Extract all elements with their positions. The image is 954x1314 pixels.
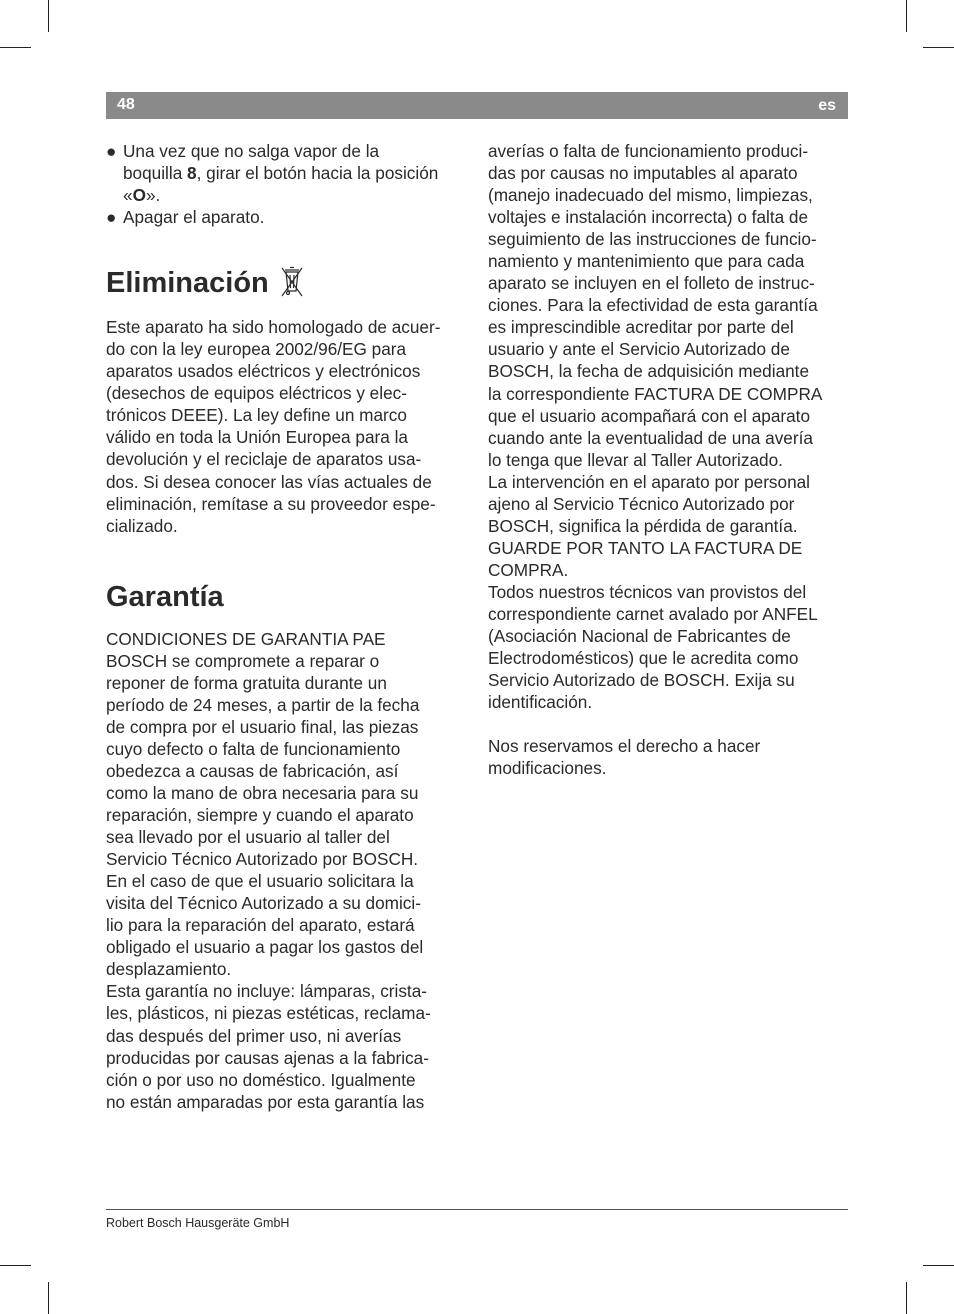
crop-mark xyxy=(923,1265,954,1266)
bullet-marker: ● xyxy=(106,141,117,161)
crossed-out-wheelie-bin-icon xyxy=(279,264,305,300)
footer-company: Robert Bosch Hausgeräte GmbH xyxy=(106,1216,290,1230)
crop-mark xyxy=(0,1265,31,1266)
section-heading-elimination: Eliminación xyxy=(106,264,468,300)
crop-mark xyxy=(48,0,49,32)
page-number: 48 xyxy=(117,96,135,113)
right-column xyxy=(488,140,850,779)
bullet-marker: ● xyxy=(106,207,117,228)
footer-divider xyxy=(106,1209,848,1210)
crop-mark xyxy=(906,0,907,32)
bullet-line: boquilla 8, girar el botón hacia la posición xyxy=(123,163,439,184)
closing-paragraph: Nos reservamos el derecho a hacer modificaciones. xyxy=(488,736,761,779)
crop-mark xyxy=(923,47,954,48)
bullet-line: Una vez que no salga vapor de la xyxy=(123,141,380,161)
crop-mark xyxy=(906,1282,907,1314)
off-position-symbol: O xyxy=(132,185,146,206)
section-heading-warranty: Garantía xyxy=(106,580,224,613)
warranty-paragraph: CONDICIONES DE GARANTIA PAE BOSCH se compromete a reparar o reponer de forma gratuita durante un período de 24 meses, a partir de la fecha de compra por el usuario final, las piezas cuyo defecto o falta de funcionamiento obedezca a causas de fabricación, así como la mano de obra necesaria para su reparación, siempre y cuando el aparato sea llevado por el usuario al taller del Servicio Técnico Autorizado por BOSCH. En el caso de que el usuario solicitara la visita del Técnico Autorizado a su domici- lio para la reparación del aparato, estará obligado el usuario a pagar los gastos del desplazamiento. Esta garantía no incluye: lámparas, crista- les, plásticos, ni piezas estéticas, reclama- das después del primer uso, ni averías producidas por causas ajenas a la fabrica- ción o por uso no doméstico. Igualmente no están amparadas por esta garantía las xyxy=(106,628,431,1112)
bullet-item xyxy=(106,140,468,206)
left-column xyxy=(106,140,468,1113)
language-code: es xyxy=(818,97,836,114)
paragraph-gap xyxy=(488,713,850,735)
bullet-line: Apagar el aparato. xyxy=(123,207,265,228)
part-number: 8 xyxy=(187,163,197,184)
bullet-line: «O». xyxy=(123,185,161,206)
bullet-item xyxy=(106,206,468,228)
warranty-paragraph-continued: averías o falta de funcionamiento produci- das por causas no imputables al aparato (manejo inadecuado del mismo, limpiezas, voltajes e instalación incorrecta) o falta de seguimiento de las instrucciones de funcio- namiento y mantenimiento que para cada aparato se incluyen en el folleto de instruc- ciones. Para la efectividad de esta garantía es imprescindible acreditar por parte del usuario y ante el Servicio Autorizado de BOSCH, la fecha de adquisición mediante la correspondiente FACTURA DE COMPRA que el usuario acompañará con el aparato cuando ante la eventualidad de una avería lo tenga que llevar al Taller Autorizado. La intervención en el aparato por personal ajeno al Servicio Técnico Autorizado por BOSCH, significa la pérdida de garantía. GUARDE POR TANTO LA FACTURA DE COMPRA. Todos nuestros técnicos van provistos del correspondiente carnet avalado por ANFEL (Asociación Nacional de Fabricantes de Electrodomésticos) que le acredita como Servicio Autorizado de BOSCH. Exija su identificación. xyxy=(488,141,823,713)
elimination-paragraph: Este aparato ha sido homologado de acuer- do con la ley europea 2002/96/EG para aparatos usados eléctricos y electrónicos (desechos de equipos eléctricos y elec- trónicos DEEE). La ley define un marco válido en toda la Unión Europea para la devolución y el reciclaje de aparatos usa- dos. Si desea conocer las vías actuales de eliminación, remítase a su proveedor espe- cializado. xyxy=(106,317,441,536)
crop-mark xyxy=(0,47,31,48)
page-header-bar xyxy=(106,92,848,119)
crop-mark xyxy=(48,1282,49,1314)
